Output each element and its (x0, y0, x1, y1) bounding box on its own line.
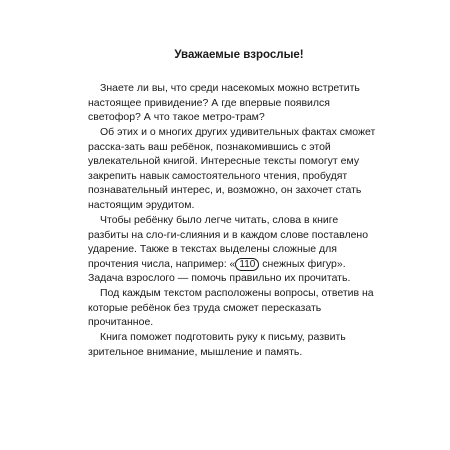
paragraph-3-text-end: снежных фигур». Задача взрослого — помочь правильно их прочитать. (88, 257, 351, 285)
page-title: Уважаемые взрослые! (174, 49, 304, 61)
circled-number: 110 (235, 258, 259, 271)
paragraph-4: Под каждым текстом расположены вопросы, ответив на которые ребёнок без труда сможет пересказать прочитанное. (88, 287, 374, 329)
paragraph-2: Об этих и о многих других удивительных фактах сможет расска-зать ваш ребёнок, познакомившись с этой увлекательной книгой. Интересные тексты помогут ему закрепить навык самостоятельного чтения, пробудят познавательный интерес, и, возможно, он захочет стать настоящим эрудитом. (88, 126, 376, 212)
paragraph-3-text-start: Чтобы ребёнку было легче читать, слова в книге разбиты на сло-ги-слияния и в каждом слове поставлено ударение. Также в текстах выделены сложные для прочтения числа, например: « (88, 213, 369, 270)
paragraph-3 (88, 213, 380, 286)
paragraph-1: Знаете ли вы, что среди насекомых можно встретить настоящее привидение? А где впервые появился светофор? А что такое метро-трам? (88, 82, 360, 124)
page-content (88, 48, 380, 360)
paragraph-5: Книга поможет подготовить руку к письму, развить зрительное внимание, мышление и память. (88, 331, 346, 358)
